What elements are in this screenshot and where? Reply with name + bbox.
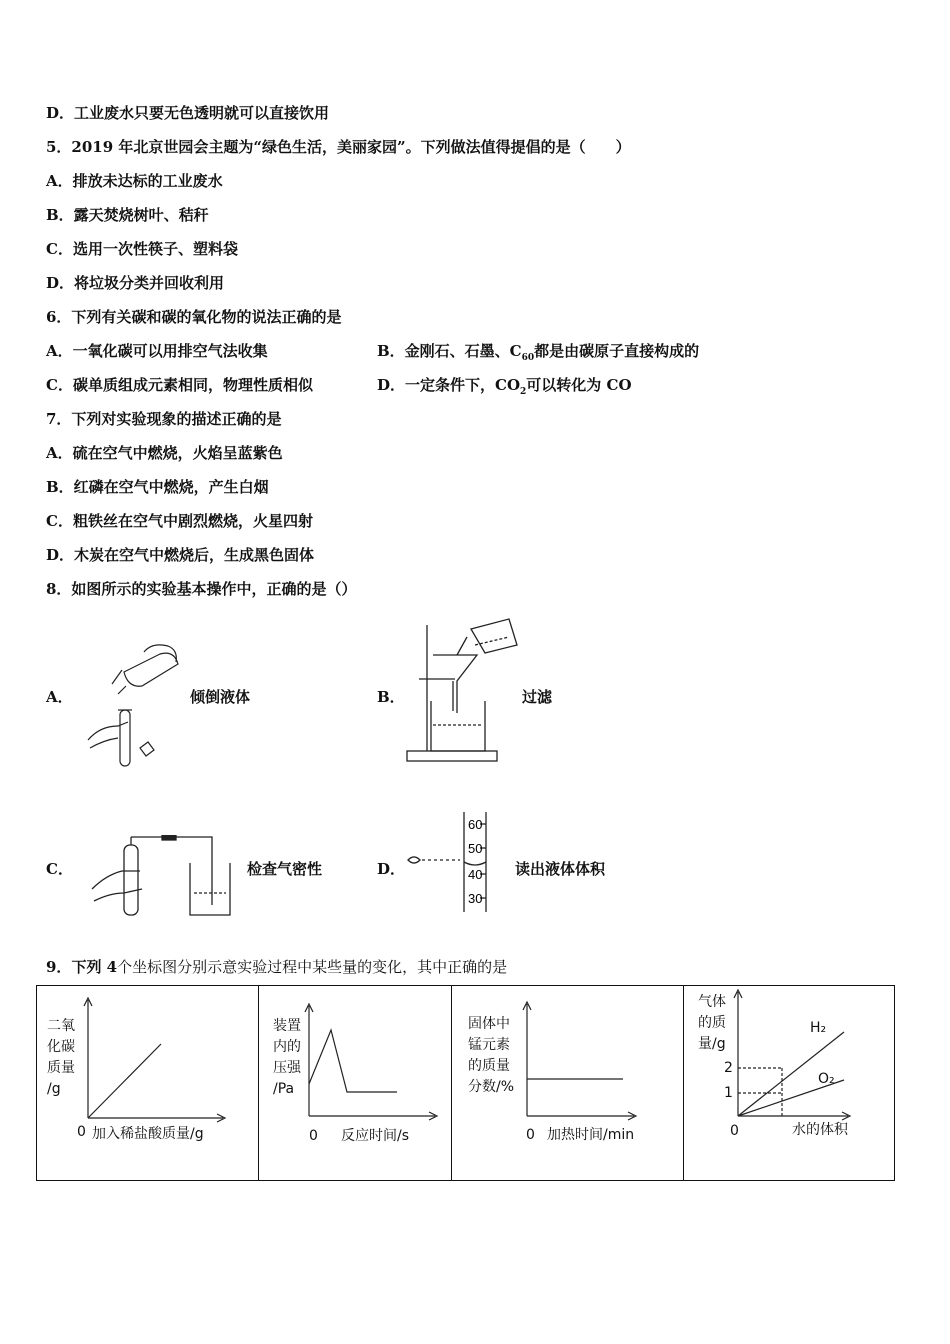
graph3-ylabel-2: 锰元素 <box>468 1037 510 1053</box>
graph-gas-mass <box>684 986 893 1180</box>
q4-option-d: D．工业废水只要无色透明就可以直接饮用 <box>46 104 330 122</box>
graph2-ylabel-3: 压强 <box>273 1060 301 1076</box>
graph3-ylabel-3: 的质量 <box>468 1058 510 1074</box>
q8-label-d: D． <box>377 860 406 878</box>
graph1-xlabel: 加入稀盐酸质量/g <box>92 1126 204 1142</box>
graph2-xlabel: 反应时间/s <box>341 1128 410 1144</box>
graph-pressure <box>259 986 452 1180</box>
q8-caption-c: 检查气密性 <box>247 860 323 878</box>
q8-stem: 8．如图所示的实验基本操作中，正确的是（） <box>46 580 357 598</box>
q5-option-b: B．露天焚烧树叶、秸秆 <box>46 206 209 224</box>
graph4-origin: 0 <box>730 1123 739 1139</box>
graph3-ylabel-4: 分数/% <box>468 1079 515 1095</box>
graph1-ylabel-2: 化碳 <box>47 1039 75 1055</box>
cylinder-tick-30: 30 <box>468 891 483 906</box>
q5-option-d: D．将垃圾分类并回收利用 <box>46 274 225 292</box>
q7-stem: 7．下列对实验现象的描述正确的是 <box>46 410 282 428</box>
filtration-illustration <box>405 615 520 765</box>
graph4-series-h2: H₂ <box>810 1020 827 1036</box>
q9-stem: 9．下列 4个坐标图分别示意实验过程中某些量的变化，其中正确的是 <box>46 958 508 976</box>
graph4-ylabel-2: 的质 <box>698 1015 726 1031</box>
graph1-ylabel-4: /g <box>47 1081 61 1097</box>
q7-option-c: C．粗铁丝在空气中剧烈燃烧，火星四射 <box>46 512 313 530</box>
cylinder-tick-60: 60 <box>468 817 483 832</box>
graph3-ylabel-1: 固体中 <box>468 1016 510 1032</box>
graph4-ylabel-3: 量/g <box>698 1036 726 1052</box>
q8-caption-a: 倾倒液体 <box>190 688 251 706</box>
graph4-series-o2: O₂ <box>818 1071 835 1087</box>
cylinder-tick-40: 40 <box>468 867 483 882</box>
q6-option-a: A．一氧化碳可以用排空气法收集 <box>46 342 268 360</box>
q7-option-a: A．硫在空气中燃烧，火焰呈蓝紫色 <box>46 444 283 462</box>
graph4-ytick-2: 2 <box>724 1060 733 1076</box>
graph-manganese-fraction <box>452 986 684 1180</box>
graph2-plot <box>259 986 451 1180</box>
pouring-liquid-illustration <box>82 622 182 768</box>
q8-caption-b: 过滤 <box>522 688 553 706</box>
graph4-xlabel: 水的体积 <box>792 1122 848 1138</box>
graph1-ylabel-1: 二氧 <box>47 1018 75 1034</box>
graph-table <box>36 985 895 1181</box>
q6-option-b: B．金刚石、石墨、$C_{60}$都是由碳原子直接构成的 <box>377 342 700 363</box>
graph2-origin: 0 <box>309 1128 318 1144</box>
q5-option-a: A．排放未达标的工业废水 <box>46 172 223 190</box>
airtightness-check-illustration <box>90 835 240 917</box>
graph3-plot <box>452 986 682 1180</box>
q6-stem: 6．下列有关碳和碳的氧化物的说法正确的是 <box>46 308 342 326</box>
graph3-origin: 0 <box>526 1127 535 1143</box>
q5-option-c: C．选用一次性筷子、塑料袋 <box>46 240 238 258</box>
graph-co2-mass <box>37 986 259 1180</box>
q7-option-d: D．木炭在空气中燃烧后，生成黑色固体 <box>46 546 315 564</box>
q5-stem: 5．2019 年北京世园会主题为“绿色生活，美丽家园”。下列做法值得提倡的是（ ） <box>46 138 631 156</box>
cylinder-tick-50: 50 <box>468 841 483 856</box>
graph1-plot <box>37 986 257 1180</box>
q8-caption-d: 读出液体体积 <box>515 860 606 878</box>
graph4-plot <box>684 986 893 1180</box>
graph1-origin: 0 <box>77 1124 86 1140</box>
graph3-xlabel: 加热时间/min <box>547 1127 635 1143</box>
q6-option-d: D．一定条件下，$CO_2$可以转化为 CO <box>377 376 632 397</box>
graph2-ylabel-1: 装置 <box>273 1018 301 1034</box>
q7-option-b: B．红磷在空气中燃烧，产生白烟 <box>46 478 269 496</box>
q8-label-a: A． <box>46 688 73 706</box>
graph1-ylabel-3: 质量 <box>47 1060 75 1076</box>
graph4-ytick-1: 1 <box>724 1085 733 1101</box>
q6-option-c: C．碳单质组成元素相同，物理性质相似 <box>46 376 313 394</box>
graph4-ylabel-1: 气体 <box>698 994 726 1010</box>
graph2-ylabel-2: 内的 <box>273 1039 301 1055</box>
q8-label-c: C． <box>46 860 73 878</box>
graph2-ylabel-4: /Pa <box>273 1081 295 1097</box>
graduated-cylinder-illustration <box>404 812 504 914</box>
q8-label-b: B． <box>377 688 405 706</box>
